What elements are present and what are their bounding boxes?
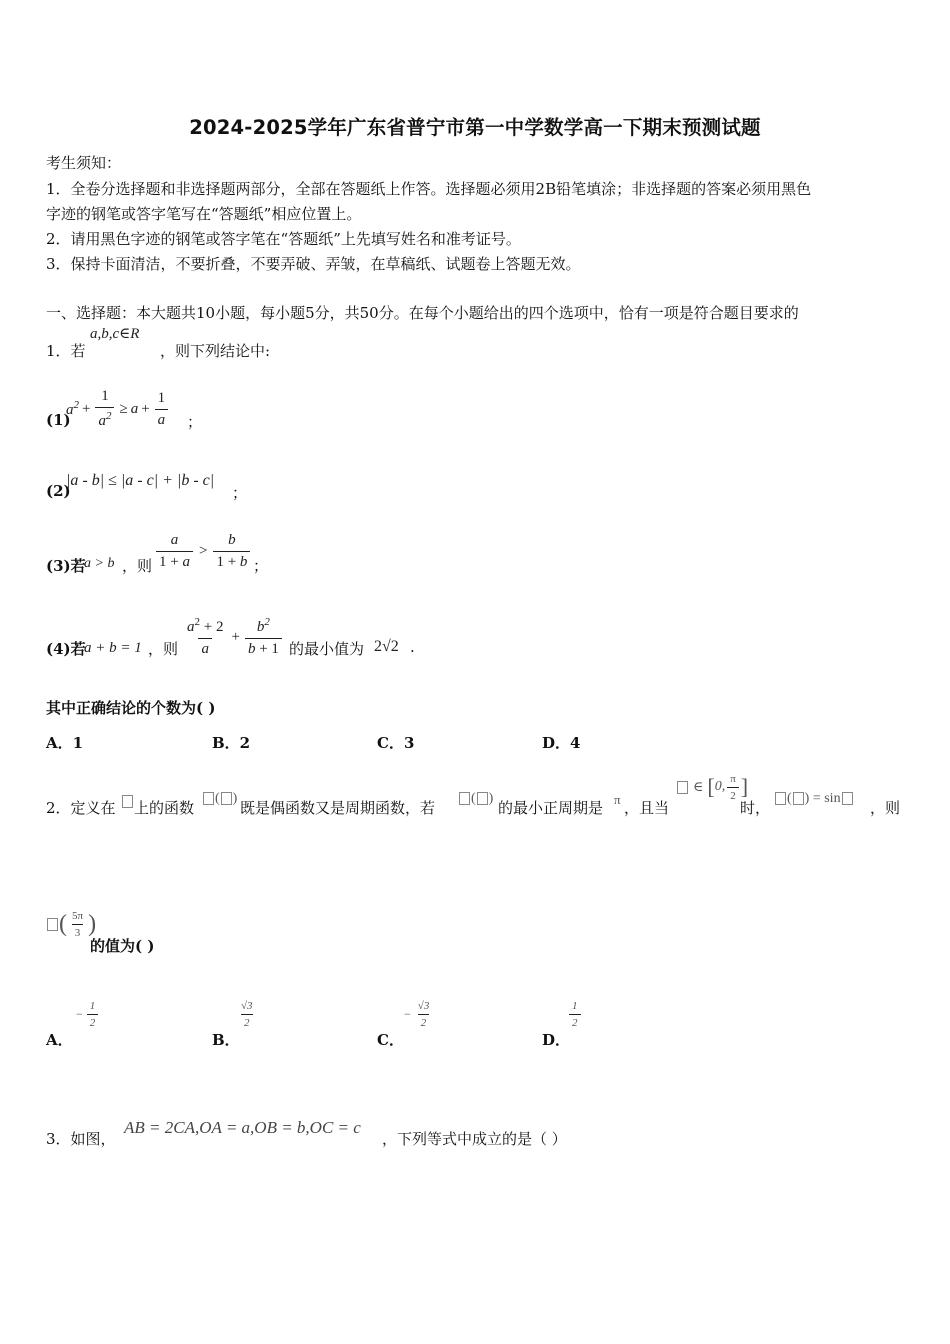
q1-s1-end: ； bbox=[187, 413, 203, 431]
q3-expression: AB = 2CA,OA = a,OB = b,OC = c bbox=[124, 1118, 361, 1137]
q1-s3-label: (3)若 bbox=[46, 557, 86, 575]
q3-number: 3．如图， bbox=[46, 1130, 116, 1148]
notice-line-1b: 字迹的钢笔或答字笔写在“答题纸”相应位置上。 bbox=[46, 205, 362, 223]
q1-s4-value: 2√2 bbox=[374, 638, 399, 655]
q1-s4-label: (4)若 bbox=[46, 640, 86, 658]
q2-option-a[interactable]: A． bbox=[46, 1031, 73, 1049]
q1-s2-formula: |a - b| ≤ |a - c| + |b - c| bbox=[66, 472, 215, 489]
q1-number: 1．若 bbox=[46, 342, 86, 360]
q2-text-4: ，且当 bbox=[624, 799, 670, 817]
q2-domain-symbol bbox=[122, 795, 133, 808]
q2-option-d-value: $\frac{1}{2}$ bbox=[567, 1000, 583, 1029]
q1-s4-end: . bbox=[410, 638, 415, 656]
q2-evaluate-expression: ( $\frac{5\pi}{3}$ ) bbox=[46, 908, 96, 940]
q3-tail: ，下列等式中成立的是（ ） bbox=[382, 1130, 567, 1148]
page-title: 2024-2025学年广东省普宁市第一中学数学高一下期末预测试题 bbox=[189, 116, 761, 139]
q1-option-d[interactable]: D．4 bbox=[542, 734, 581, 752]
q1-s3-formula: $\frac{a}{1 + a}$ > $\frac{b}{1 + b}$ bbox=[154, 526, 252, 576]
q1-s4-formula: $\frac{a^2 + 2}{a}$ + $\frac{b^2}{b + 1}$ bbox=[182, 610, 284, 664]
q2-text-5: 时， bbox=[740, 799, 771, 817]
q2-text-2: 既是偶函数又是周期函数，若 bbox=[240, 799, 436, 817]
q1-s4-tail: 的最小值为 bbox=[289, 640, 365, 658]
q2-option-a-value: − $\frac{1}{2}$ bbox=[76, 1000, 100, 1029]
q2-text-1: 上的函数 bbox=[134, 799, 195, 817]
q1-tail: ，则下列结论中: bbox=[160, 342, 271, 360]
q1-s1-label: (1) bbox=[46, 411, 71, 429]
q1-s1-formula: $a^2$ + $\frac{1}{a^2}$ ≥ a + $\frac{1}{a}$ bbox=[66, 384, 170, 434]
q2-text-3: 的最小正周期是 bbox=[498, 799, 604, 817]
notice-line-3: 3．保持卡面清洁，不要折叠，不要弄破、弄皱，在草稿纸、试题卷上答题无效。 bbox=[46, 255, 581, 273]
section-heading: 一、选择题：本大题共10小题，每小题5分，共50分。在每个小题给出的四个选项中，恰有一项是符合题目要求的 bbox=[46, 304, 799, 322]
q2-number: 2．定义在 bbox=[46, 799, 116, 817]
q2-option-c[interactable]: C． bbox=[377, 1031, 404, 1049]
q2-option-b-value: $\frac{√3}{2}$ bbox=[241, 1000, 253, 1029]
q2-function-symbol-1: ( ) bbox=[202, 791, 237, 807]
q2-option-c-value: − $\frac{√3}{2}$ bbox=[404, 1000, 430, 1029]
notice-heading: 考生须知： bbox=[46, 154, 122, 172]
q1-option-c[interactable]: C．3 bbox=[377, 734, 415, 752]
q2-ask: 的值为( ) bbox=[90, 937, 155, 955]
q1-s3-mid: ，则 bbox=[122, 557, 153, 575]
q2-option-d[interactable]: D． bbox=[542, 1031, 571, 1049]
q1-option-b[interactable]: B．2 bbox=[212, 734, 251, 752]
q1-s3-condition: a > b bbox=[84, 556, 115, 571]
q1-s3-end: ； bbox=[253, 557, 269, 575]
q1-s4-mid: ，则 bbox=[148, 640, 179, 658]
q2-function-symbol-2: ( ) bbox=[458, 791, 493, 807]
q1-condition: a,b,c∈R bbox=[90, 326, 140, 342]
q1-option-a[interactable]: A．1 bbox=[46, 734, 84, 752]
q2-period-pi: π bbox=[614, 792, 621, 807]
q2-text-6: ，则 bbox=[870, 799, 901, 817]
q1-s2-end: ； bbox=[232, 484, 248, 502]
q1-s4-condition: a + b = 1 bbox=[84, 640, 142, 656]
q1-ask: 其中正确结论的个数为( ) bbox=[46, 699, 216, 717]
notice-line-1a: 1．全卷分选择题和非选择题两部分，全部在答题纸上作答。选择题必须用2B铅笔填涂；非选择题的答案必须用黑色 bbox=[46, 180, 812, 198]
notice-line-2: 2．请用黑色字迹的钢笔或答字笔在“答题纸”上先填写姓名和准考证号。 bbox=[46, 230, 521, 248]
q2-option-b[interactable]: B． bbox=[212, 1031, 240, 1049]
q2-definition: ( ) = sin bbox=[774, 791, 854, 807]
q2-interval: ∈ [ 0, $\frac{\pi}{2}$ ] bbox=[676, 772, 748, 802]
q1-s2-label: (2) bbox=[46, 482, 71, 500]
